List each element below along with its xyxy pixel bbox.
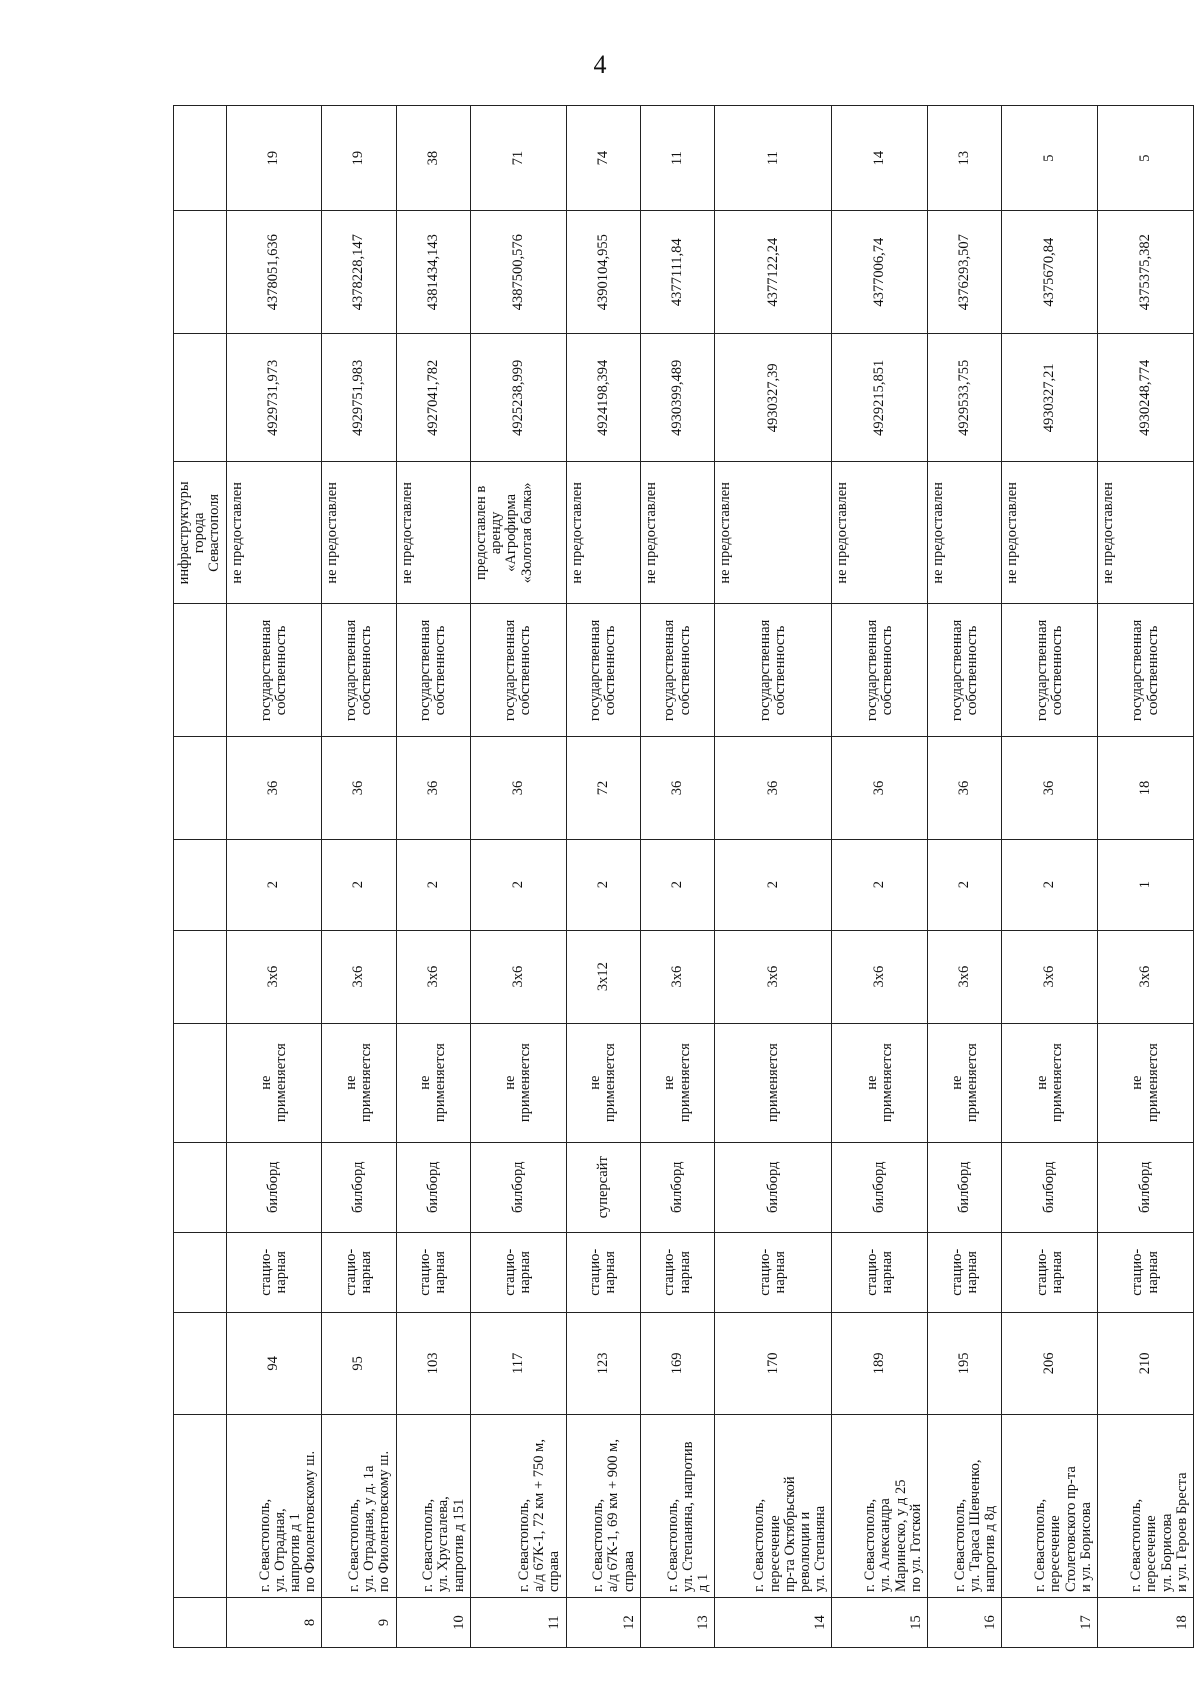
cell-structure-kind: стацио- нарная [226, 1232, 322, 1312]
cell-address: г. Севастополь, ул. Отрадная, напротив д 1 по Фиолентовскому ш. [226, 1414, 322, 1597]
header-cell [174, 1414, 227, 1597]
cell-count: 38 [396, 106, 470, 211]
cell-count: 5 [1098, 106, 1194, 211]
cell-sides-count: 2 [1002, 839, 1098, 930]
cell-row-index: 13 [640, 1597, 714, 1647]
cell-structure-kind: стацио- нарная [396, 1232, 470, 1312]
cell-usage-status: не предоставлен [396, 462, 470, 604]
cell-area: 36 [226, 737, 322, 839]
cell-structure-kind: стацио- нарная [928, 1232, 1002, 1312]
cell-ownership: государственная собственность [566, 604, 640, 737]
header-cell [174, 1232, 227, 1312]
cell-count: 14 [832, 106, 928, 211]
cell-row-index: 16 [928, 1597, 1002, 1647]
cell-area: 36 [396, 737, 470, 839]
cell-structure-kind: стацио- нарная [640, 1232, 714, 1312]
cell-ownership: государственная собственность [1098, 604, 1194, 737]
cell-field-size: 3х6 [470, 930, 566, 1023]
header-cell [174, 604, 227, 737]
cell-coordinate-x: 4924198,394 [566, 334, 640, 462]
cell-row-index: 11 [470, 1597, 566, 1647]
header-cell [174, 1142, 227, 1232]
cell-address: г. Севастополь, ул. Александра Маринеско, у д 25 по ул. Готской [832, 1414, 928, 1597]
cell-row-index: 14 [715, 1597, 832, 1647]
cell-structure-type: билборд [322, 1142, 396, 1232]
cell-ownership: государственная собственность [640, 604, 714, 737]
cell-usage-status: не предоставлен [322, 462, 396, 604]
cell-coordinate-x: 4930327,21 [1002, 334, 1098, 462]
cell-usage-status: не предоставлен [566, 462, 640, 604]
cell-count: 71 [470, 106, 566, 211]
cell-usage-status: не предоставлен [832, 462, 928, 604]
cell-address: г. Севастополь, а/д 67К-1, 69 км + 900 м, справа [566, 1414, 640, 1597]
cell-address: г. Севастополь, ул. Степаняна, напротив д 1 [640, 1414, 714, 1597]
cell-ownership: государственная собственность [928, 604, 1002, 737]
cell-position-number: 103 [396, 1312, 470, 1414]
cell-address: г. Севастополь, пересечение ул. Борисова и ул. Героев Бреста [1098, 1414, 1194, 1597]
cell-area: 36 [1002, 737, 1098, 839]
cell-coordinate-y: 4375670,84 [1002, 211, 1098, 334]
cell-lighting: не применяется [928, 1023, 1002, 1142]
cell-structure-type: суперсайт [566, 1142, 640, 1232]
cell-lighting: не применяется [1098, 1023, 1194, 1142]
cell-position-number: 189 [832, 1312, 928, 1414]
cell-usage-status: не предоставлен [1098, 462, 1194, 604]
cell-structure-kind: стацио- нарная [715, 1232, 832, 1312]
cell-structure-type: билборд [640, 1142, 714, 1232]
cell-sides-count: 2 [322, 839, 396, 930]
cell-coordinate-x: 4929215,851 [832, 334, 928, 462]
cell-coordinate-y: 4377122,24 [715, 211, 832, 334]
cell-coordinate-y: 4381434,143 [396, 211, 470, 334]
cell-coordinate-y: 4390104,955 [566, 211, 640, 334]
header-cell [174, 1023, 227, 1142]
table-row [396, 106, 470, 1648]
cell-area: 36 [322, 737, 396, 839]
header-cell-infrastructure: инфраструктуры города Севастополя [174, 462, 227, 604]
cell-position-number: 117 [470, 1312, 566, 1414]
cell-count: 19 [226, 106, 322, 211]
cell-lighting: не применяется [832, 1023, 928, 1142]
page-number: 4 [593, 50, 607, 79]
cell-ownership: государственная собственность [226, 604, 322, 737]
cell-count: 5 [1002, 106, 1098, 211]
cell-sides-count: 2 [832, 839, 928, 930]
cell-field-size: 3х6 [640, 930, 714, 1023]
cell-coordinate-x: 4929533,755 [928, 334, 1002, 462]
cell-usage-status: не предоставлен [928, 462, 1002, 604]
cell-count: 11 [640, 106, 714, 211]
cell-ownership: государственная собственность [396, 604, 470, 737]
table-row [832, 106, 928, 1648]
cell-position-number: 95 [322, 1312, 396, 1414]
table-row [226, 106, 322, 1648]
cell-position-number: 210 [1098, 1312, 1194, 1414]
cell-sides-count: 2 [715, 839, 832, 930]
cell-count: 13 [928, 106, 1002, 211]
cell-coordinate-x: 4930248,774 [1098, 334, 1194, 462]
cell-lighting: не применяется [226, 1023, 322, 1142]
cell-coordinate-y: 4376293,507 [928, 211, 1002, 334]
cell-position-number: 206 [1002, 1312, 1098, 1414]
cell-field-size: 3х6 [1098, 930, 1194, 1023]
cell-count: 19 [322, 106, 396, 211]
header-cell [174, 211, 227, 334]
header-cell [174, 737, 227, 839]
cell-coordinate-x: 4929731,973 [226, 334, 322, 462]
cell-count: 11 [715, 106, 832, 211]
cell-coordinate-y: 4387500,576 [470, 211, 566, 334]
table-row [928, 106, 1002, 1648]
cell-address: г. Севастополь, пересечение пр-та Октябрьской революции и ул. Степаняна [715, 1414, 832, 1597]
advertising-structures-table [173, 105, 1194, 1648]
cell-row-index: 8 [226, 1597, 322, 1647]
cell-structure-kind: стацио- нарная [1002, 1232, 1098, 1312]
cell-ownership: государственная собственность [322, 604, 396, 737]
cell-usage-status: не предоставлен [640, 462, 714, 604]
cell-position-number: 94 [226, 1312, 322, 1414]
cell-structure-type: билборд [832, 1142, 928, 1232]
cell-area: 72 [566, 737, 640, 839]
table-row [1002, 106, 1098, 1648]
cell-structure-type: билборд [470, 1142, 566, 1232]
cell-structure-type: билборд [226, 1142, 322, 1232]
cell-address: г. Севастополь, ул. Хрусталева, напротив д 151 [396, 1414, 470, 1597]
cell-structure-kind: стацио- нарная [832, 1232, 928, 1312]
cell-field-size: 3х6 [1002, 930, 1098, 1023]
cell-sides-count: 2 [396, 839, 470, 930]
cell-usage-status: не предоставлен [715, 462, 832, 604]
cell-structure-type: билборд [1002, 1142, 1098, 1232]
cell-field-size: 3х6 [715, 930, 832, 1023]
header-cell [174, 1597, 227, 1647]
cell-lighting: не применяется [322, 1023, 396, 1142]
cell-sides-count: 2 [470, 839, 566, 930]
cell-row-index: 12 [566, 1597, 640, 1647]
cell-structure-kind: стацио- нарная [322, 1232, 396, 1312]
cell-address: г. Севастополь, пересечение Столетовского пр-та и ул. Борисова [1002, 1414, 1098, 1597]
cell-coordinate-x: 4930327,39 [715, 334, 832, 462]
cell-lighting: не применяется [470, 1023, 566, 1142]
table-row [322, 106, 396, 1648]
cell-row-index: 18 [1098, 1597, 1194, 1647]
cell-ownership: государственная собственность [832, 604, 928, 737]
cell-lighting: не применяется [396, 1023, 470, 1142]
cell-usage-status: не предоставлен [226, 462, 322, 604]
cell-field-size: 3х12 [566, 930, 640, 1023]
cell-lighting: не применяется [566, 1023, 640, 1142]
table-row [566, 106, 640, 1648]
cell-sides-count: 2 [928, 839, 1002, 930]
header-cell [174, 1312, 227, 1414]
cell-position-number: 169 [640, 1312, 714, 1414]
cell-area: 36 [640, 737, 714, 839]
table-row [640, 106, 714, 1648]
cell-sides-count: 2 [566, 839, 640, 930]
cell-structure-kind: стацио- нарная [566, 1232, 640, 1312]
cell-sides-count: 2 [640, 839, 714, 930]
header-cell [174, 930, 227, 1023]
header-cell [174, 839, 227, 930]
cell-row-index: 9 [322, 1597, 396, 1647]
cell-position-number: 195 [928, 1312, 1002, 1414]
cell-sides-count: 1 [1098, 839, 1194, 930]
table-header-row [174, 106, 227, 1648]
cell-lighting: не применяется [640, 1023, 714, 1142]
cell-structure-kind: стацио- нарная [1098, 1232, 1194, 1312]
cell-address: г. Севастополь, а/д 67К-1, 72 км + 750 м, справа [470, 1414, 566, 1597]
cell-structure-type: билборд [1098, 1142, 1194, 1232]
table-landscape [173, 105, 1194, 1648]
cell-ownership: государственная собственность [1002, 604, 1098, 737]
cell-row-index: 17 [1002, 1597, 1098, 1647]
cell-lighting: не применяется [1002, 1023, 1098, 1142]
cell-coordinate-y: 4378051,636 [226, 211, 322, 334]
cell-address: г. Севастополь, ул. Отрадная, у д. 1а по Фиолентовскому ш. [322, 1414, 396, 1597]
cell-structure-kind: стацио- нарная [470, 1232, 566, 1312]
cell-area: 18 [1098, 737, 1194, 839]
cell-ownership: государственная собственность [715, 604, 832, 737]
cell-field-size: 3х6 [396, 930, 470, 1023]
rotated-table-frame [173, 105, 1200, 1630]
cell-coordinate-x: 4927041,782 [396, 334, 470, 462]
cell-row-index: 10 [396, 1597, 470, 1647]
cell-field-size: 3х6 [226, 930, 322, 1023]
cell-coordinate-y: 4375375,382 [1098, 211, 1194, 334]
cell-lighting: применяется [715, 1023, 832, 1142]
cell-area: 36 [928, 737, 1002, 839]
cell-sides-count: 2 [226, 839, 322, 930]
cell-row-index: 15 [832, 1597, 928, 1647]
cell-coordinate-x: 4925238,999 [470, 334, 566, 462]
cell-area: 36 [715, 737, 832, 839]
cell-position-number: 123 [566, 1312, 640, 1414]
table-row [1098, 106, 1194, 1648]
cell-coordinate-y: 4378228,147 [322, 211, 396, 334]
cell-field-size: 3х6 [322, 930, 396, 1023]
cell-field-size: 3х6 [832, 930, 928, 1023]
cell-position-number: 170 [715, 1312, 832, 1414]
cell-coordinate-x: 4930399,489 [640, 334, 714, 462]
cell-count: 74 [566, 106, 640, 211]
cell-address: г. Севастополь, ул. Тараса Шевченко, напротив д 8д [928, 1414, 1002, 1597]
cell-coordinate-x: 4929751,983 [322, 334, 396, 462]
header-cell [174, 334, 227, 462]
cell-structure-type: билборд [715, 1142, 832, 1232]
header-cell [174, 106, 227, 211]
cell-field-size: 3х6 [928, 930, 1002, 1023]
cell-usage-status: не предоставлен [1002, 462, 1098, 604]
cell-coordinate-y: 4377111,84 [640, 211, 714, 334]
cell-coordinate-y: 4377006,74 [832, 211, 928, 334]
cell-structure-type: билборд [928, 1142, 1002, 1232]
table-row [470, 106, 566, 1648]
cell-structure-type: билборд [396, 1142, 470, 1232]
cell-area: 36 [470, 737, 566, 839]
cell-ownership: государственная собственность [470, 604, 566, 737]
cell-area: 36 [832, 737, 928, 839]
table-row [715, 106, 832, 1648]
cell-usage-status: предоставлен в аренду «Агрофирма «Золотая балка» [470, 462, 566, 604]
